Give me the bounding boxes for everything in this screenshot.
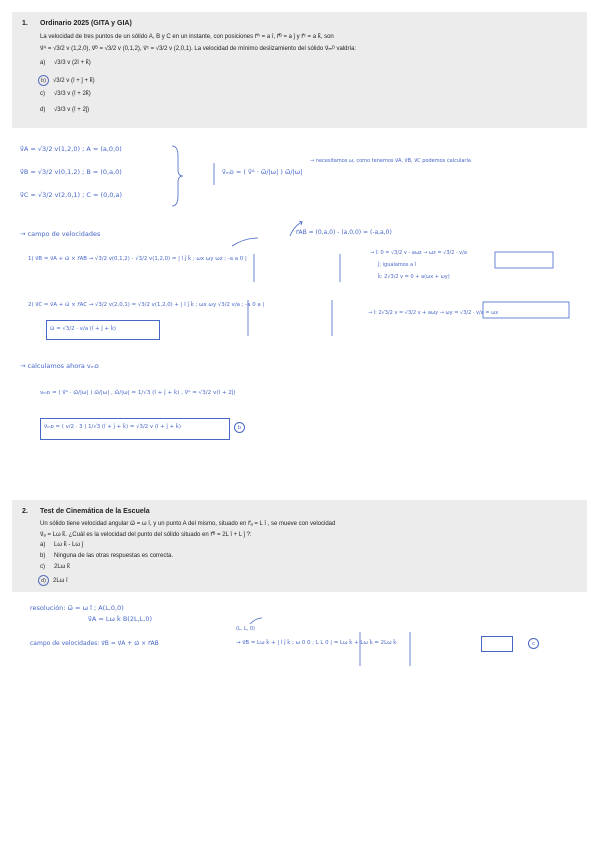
option-c[interactable] <box>40 91 91 97</box>
hw-vc: v⃗C = √3/2 v(2,0,1) ; C = (0,0,a) <box>20 191 122 199</box>
answer-mark-icon: c <box>528 638 539 649</box>
option-label: d) <box>40 107 46 113</box>
option-d-selected[interactable] <box>38 575 68 586</box>
option-text: √3/3 v (î + 2k̂) <box>54 91 91 97</box>
question-title: Ordinario 2025 (GITA y GIA) <box>40 20 132 27</box>
hw-vb: v⃗B = √3/2 v(0,1,2) ; B = (0,a,0) <box>20 168 122 176</box>
question-text-line-1: La velocidad de tres puntos de un sólido A, B y C en un instante, con posiciones r⃗ᴬ = a î, r⃗ᴮ = a ĵ y r⃗ᶜ = a k̂, son <box>40 34 334 40</box>
option-text: Ninguna de las otras respuestas es correcta. <box>54 553 174 559</box>
option-text: Lω k̂ - Lω ĵ <box>54 542 84 548</box>
question-1-box <box>12 12 587 128</box>
hw-q2-data-1: resolución: ω⃗ = ω î ; A(L,0,0) <box>30 604 124 612</box>
answer-mark-icon: b <box>234 422 245 433</box>
question-text-line-2: v⃗ₐ = Lω k̂. ¿Cuál es la velocidad del punto del sólido situado en r⃗ᴮ = 2L î + L ĵ ?: <box>40 532 252 538</box>
hw-q2-data-2: v⃗A = Lω k̂ B(2L,L,0) <box>88 615 153 623</box>
hw-result: v⃗ₘᴅ = ( v/2 · 3 ) 1/√3 (î + ĵ + k̂) = √3/2 v (î + ĵ + k̂) <box>44 424 182 430</box>
hw-campo: → campo de velocidades <box>20 230 101 238</box>
option-text: √3/3 v (î + 2ĵ) <box>54 107 90 113</box>
option-b[interactable] <box>40 553 173 559</box>
hw-q2-campo: campo de velocidades: v⃗B = v⃗A + ω⃗ × r⃗AB <box>30 640 159 647</box>
hw-note: → necesitamos ω, como tenemos v⃗A, v⃗B, v⃗C podemos calcularla <box>310 158 471 164</box>
hw-eq1-result-3: k̂: 2√3/2 v = 0 + a(ωx + ωy) <box>378 274 450 280</box>
hw-va: v⃗A = √3/2 v(1,2,0) ; A = (a,0,0) <box>20 145 122 153</box>
hw-vmd2: vₘᴅ = ( v⃗ᴬ · ω⃗/|ω| ) ω⃗/|ω| , ω⃗/|ω| = 1/√3 (î + ĵ + k̂) , v⃗ᴬ = √3/2 v(î + 2ĵ) <box>40 390 236 396</box>
question-title: Test de Cinemática de la Escuela <box>40 508 150 515</box>
hw-eq2: 2) v⃗C = v⃗A + ω⃗ × r⃗AC → √3/2 v(2,0,1) = √3/2 v(1,2,0) + | î ĵ k̂ ; ωx ωy √3/2 v/a ; -a 0 a | <box>28 302 265 308</box>
option-label: b) <box>40 553 46 559</box>
option-label: c) <box>40 564 45 570</box>
hw-omega: ω⃗ = √3/2 · v/a (î + ĵ + k̂) <box>50 326 116 332</box>
determinant-bars <box>360 632 410 666</box>
selected-circle-icon: b) <box>38 75 49 86</box>
option-text: 2Lω k̂ <box>54 564 71 570</box>
option-b-selected[interactable] <box>38 75 95 86</box>
arrow-stroke <box>232 238 258 246</box>
selected-circle-icon: d) <box>38 575 49 586</box>
hw-vmd-formula: v⃗ₘᴅ = ( v⃗ᴬ · ω⃗/|ω| ) ω⃗/|ω| <box>222 168 303 176</box>
option-label: a) <box>40 542 46 548</box>
option-d[interactable] <box>40 107 89 113</box>
option-label: c) <box>40 91 45 97</box>
hw-eq2-result: → î: 2√3/2 v = √3/2 v + aωy → ωy = √3/2 · v/a = ωx <box>368 310 499 316</box>
q2-result-box <box>481 636 513 652</box>
hw-eq1: 1) v⃗B = v⃗A + ω⃗ × r⃗AB → √3/2 v(0,1,2) - √3/2 v(1,2,0) = | î ĵ k̂ ; ωx ωy ωz ; -a a 0 | <box>28 256 247 262</box>
option-text: 2Lω î <box>53 577 68 584</box>
hw-eq1-result-2: ĵ: igualamos a î <box>378 262 417 268</box>
option-c[interactable] <box>40 564 70 570</box>
option-text: √3/2 v (î + ĵ + k̂) <box>53 77 95 84</box>
question-text-line-1: Un sólido tiene velocidad angular ω⃗ = ω î, y un punto A del mismo, situado en r⃗ₐ = L î , se mueve con velocidad <box>40 521 336 527</box>
brace-stroke <box>172 146 183 206</box>
option-a[interactable] <box>40 60 91 66</box>
option-a[interactable] <box>40 542 83 548</box>
determinant-bars <box>254 254 340 282</box>
question-2-box <box>12 500 587 592</box>
question-text-line-2: v⃗ᴬ = √3/2 v (1,2,0), v⃗ᴮ = √3/2 v (0,1,2), v⃗ᶜ = √3/2 v (2,0,1). La velocidad de mínimo deslizamiento del sólido v⃗ₘᴰ valdría: <box>40 46 357 52</box>
hw-rab: r⃗AB = (0,a,0) - (a,0,0) = (-a,a,0) <box>296 229 392 236</box>
hw-calc: → calculamos ahora vₘᴅ <box>20 362 99 370</box>
question-number: 1. <box>22 20 28 27</box>
option-text: √3/3 v (2î + k̂) <box>54 60 91 66</box>
arrow-stroke <box>250 618 262 624</box>
hw-eq1-result: → î: 0 = √3/2 v - aωz → ωz = √3/2 · v/a <box>370 250 467 256</box>
hw-q2-rab: (L, L, 0) <box>236 626 256 632</box>
question-number: 2. <box>22 508 28 515</box>
hw-q2-eq: → v⃗B = Lω k̂ + | î ĵ k̂ ; ω 0 0 ; L L 0 | = Lω k̂ + Lω k̂ = 2Lω k̂ <box>236 640 397 646</box>
option-label: a) <box>40 60 46 66</box>
wz-result-box <box>495 252 553 268</box>
